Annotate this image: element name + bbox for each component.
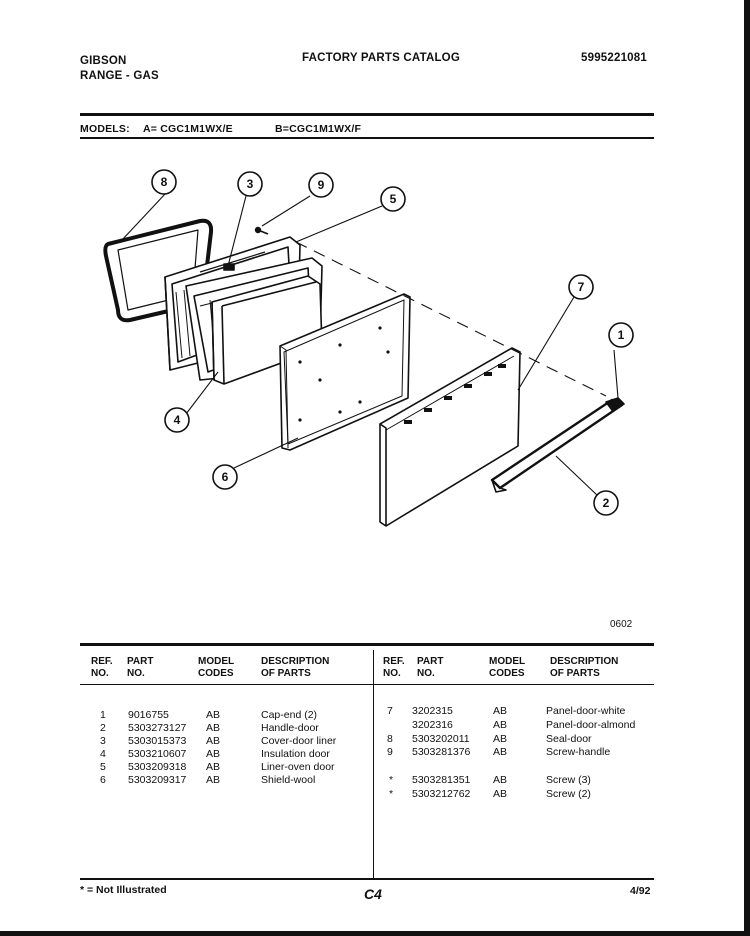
table-cell-codes: AB (493, 733, 508, 745)
callout-label-9: 9 (317, 178, 325, 192)
table-cell-ref: 5 (100, 761, 106, 773)
callout-label-1: 1 (617, 328, 625, 342)
revision-date: 4/92 (630, 885, 651, 897)
model-b: B=CGC1M1WX/F (275, 123, 362, 135)
brand-name: GIBSON (80, 55, 127, 67)
col-header-part-right: PART NO. (417, 656, 444, 679)
col-header-desc-left: DESCRIPTION OF PARTS (261, 656, 330, 679)
table-cell-codes: AB (206, 774, 221, 786)
page-code: C4 (364, 886, 382, 902)
table-header-rule (80, 684, 654, 685)
table-cell-part: 9016755 (128, 709, 169, 721)
callout-label-5: 5 (389, 192, 397, 206)
table-bottom-rule (80, 878, 654, 880)
table-cell-desc: Seal-door (546, 733, 592, 745)
table-cell-ref: 4 (100, 748, 106, 760)
callout-label-8: 8 (160, 175, 168, 189)
table-cell-codes: AB (206, 735, 221, 747)
scan-edge-bottom (0, 931, 750, 936)
table-cell-desc: Cap-end (2) (261, 709, 318, 721)
table-cell-codes: AB (493, 788, 508, 800)
table-cell-ref: 6 (100, 774, 106, 786)
table-cell-part: 5303281351 (412, 774, 471, 786)
table-cell-part: 5303273127 (128, 722, 187, 734)
table-cell-codes: AB (206, 748, 221, 760)
callout-label-6: 6 (221, 470, 229, 484)
table-cell-part: 5303212762 (412, 788, 471, 800)
col-header-codes-left: MODEL CODES (198, 656, 235, 679)
table-cell-codes: AB (493, 719, 508, 731)
not-illustrated-note: * = Not Illustrated (80, 884, 167, 896)
table-cell-desc: Screw (3) (546, 774, 591, 786)
table-cell-part: 5303209318 (128, 761, 187, 773)
diagram-code: 0602 (610, 619, 633, 630)
handle-screw-part (256, 228, 268, 234)
table-top-rule (80, 643, 654, 646)
table-cell-ref: 1 (100, 709, 106, 721)
table-cell-codes: AB (493, 774, 508, 786)
table-cell-part: 5303281376 (412, 746, 471, 758)
product-type: RANGE - GAS (80, 70, 159, 82)
table-cell-desc: Panel-door-almond (546, 719, 636, 731)
col-header-ref-left: REF. NO. (91, 656, 113, 679)
table-cell-codes: AB (493, 705, 508, 717)
table-cell-desc: Cover-door liner (261, 735, 337, 747)
table-cell-codes: AB (206, 722, 221, 734)
callout-label-2: 2 (602, 496, 610, 510)
table-cell-ref: 3 (100, 735, 106, 747)
table-cell-desc: Screw (2) (546, 788, 591, 800)
col-header-part-left: PART NO. (127, 656, 154, 679)
table-cell-part: 3202315 (412, 705, 453, 717)
table-cell-codes: AB (206, 709, 221, 721)
callout-label-4: 4 (173, 413, 181, 427)
col-header-desc-right: DESCRIPTION OF PARTS (550, 656, 619, 679)
table-cell-ref: * (389, 788, 394, 800)
table-cell-desc: Panel-door-white (546, 705, 626, 717)
table-cell-desc: Screw-handle (546, 746, 611, 758)
callout-label-3: 3 (246, 177, 254, 191)
table-cell-part: 5303015373 (128, 735, 187, 747)
table-cell-part: 5303209317 (128, 774, 187, 786)
models-label: MODELS: (80, 123, 130, 135)
table-cell-codes: AB (493, 746, 508, 758)
table-cell-ref: 2 (100, 722, 106, 734)
table-cell-part: 3202316 (412, 719, 453, 731)
table-cell-ref: 9 (387, 746, 393, 758)
table-cell-desc: Liner-oven door (261, 761, 335, 773)
table-cell-desc: Shield-wool (261, 774, 316, 786)
catalog-number: 5995221081 (581, 52, 647, 64)
table-cell-part: 5303202011 (412, 733, 470, 745)
table-cell-ref: * (389, 774, 394, 786)
callout-label-7: 7 (577, 280, 585, 294)
model-a: A= CGC1M1WX/E (143, 123, 233, 135)
table-cell-desc: Handle-door (261, 722, 319, 734)
col-header-codes-right: MODEL CODES (489, 656, 526, 679)
table-cell-ref: 8 (387, 733, 393, 745)
col-header-ref-right: REF. NO. (383, 656, 405, 679)
table-cell-codes: AB (206, 761, 221, 773)
table-cell-part: 5303210607 (128, 748, 187, 760)
table-cell-ref: 7 (387, 705, 393, 717)
catalog-title: FACTORY PARTS CATALOG (302, 52, 460, 64)
table-cell-desc: Insulation door (261, 748, 330, 760)
